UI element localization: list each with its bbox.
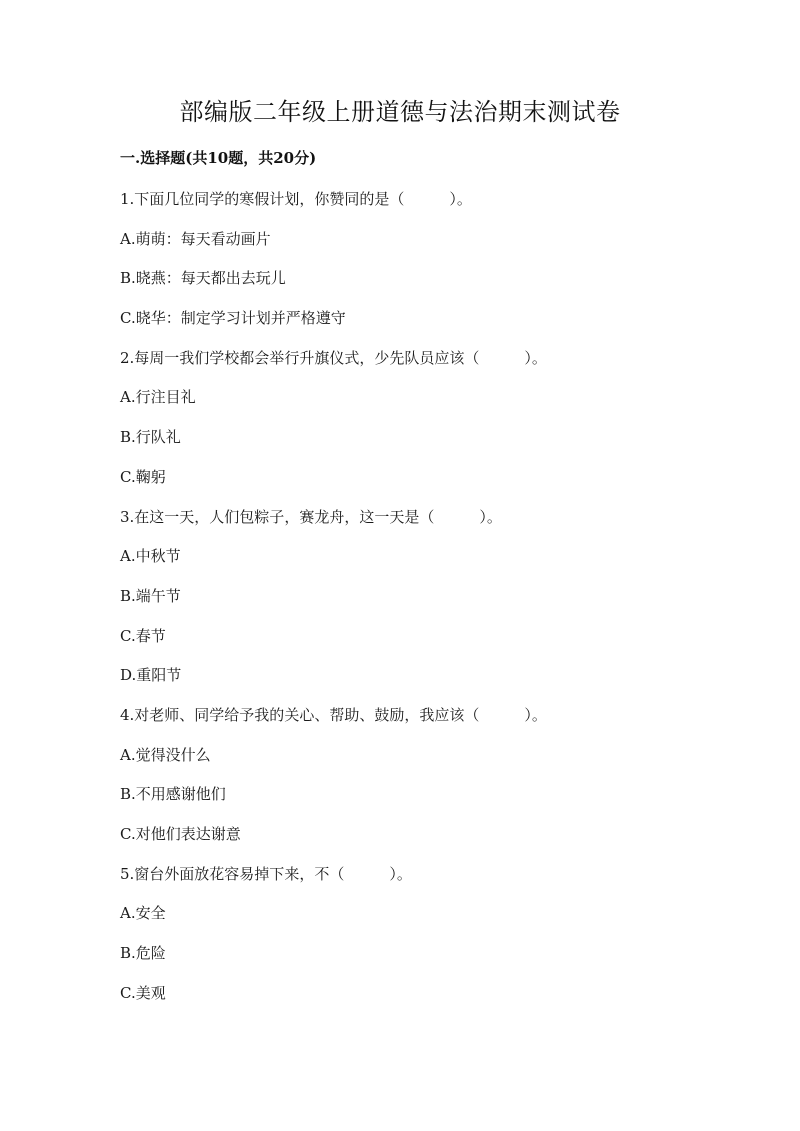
answer-option: B.危险 bbox=[120, 944, 166, 963]
question-stem: 4.对老师、同学给予我的关心、帮助、鼓励，我应该（ ）。 bbox=[120, 705, 547, 724]
answer-option: C.鞠躬 bbox=[120, 467, 166, 486]
answer-option: A.行注目礼 bbox=[120, 388, 196, 407]
answer-option: B.端午节 bbox=[120, 586, 181, 605]
answer-option: D.重阳节 bbox=[120, 666, 182, 685]
question-list bbox=[120, 186, 720, 1019]
page-title: 部编版二年级上册道德与法治期末测试卷 bbox=[179, 98, 621, 126]
question-stem: 1.下面几位同学的寒假计划，你赞同的是（ ）。 bbox=[120, 190, 472, 208]
answer-option: A.萌萌：每天看动画片 bbox=[120, 229, 271, 248]
answer-option: A.觉得没什么 bbox=[120, 745, 211, 764]
answer-option: C.晓华：制定学习计划并严格遵守 bbox=[120, 309, 346, 328]
section-heading: 一.选择题(共10题，共20分) bbox=[120, 149, 317, 167]
answer-option: C.春节 bbox=[120, 626, 166, 645]
question-stem: 3.在这一天，人们包粽子，赛龙舟，这一天是（ ）。 bbox=[120, 507, 502, 526]
question-stem: 2.每周一我们学校都会举行升旗仪式，少先队员应该（ ）。 bbox=[120, 348, 547, 367]
question-stem: 5.窗台外面放花容易掉下来，不（ ）。 bbox=[120, 864, 412, 883]
answer-option: A.安全 bbox=[120, 904, 166, 923]
answer-option: C.对他们表达谢意 bbox=[120, 825, 241, 843]
answer-option: B.晓燕：每天都出去玩儿 bbox=[120, 269, 286, 288]
answer-option: A.中秋节 bbox=[120, 547, 181, 566]
answer-option: B.不用感谢他们 bbox=[120, 785, 226, 804]
answer-option: B.行队礼 bbox=[120, 428, 181, 447]
answer-option: C.美观 bbox=[120, 983, 166, 1002]
